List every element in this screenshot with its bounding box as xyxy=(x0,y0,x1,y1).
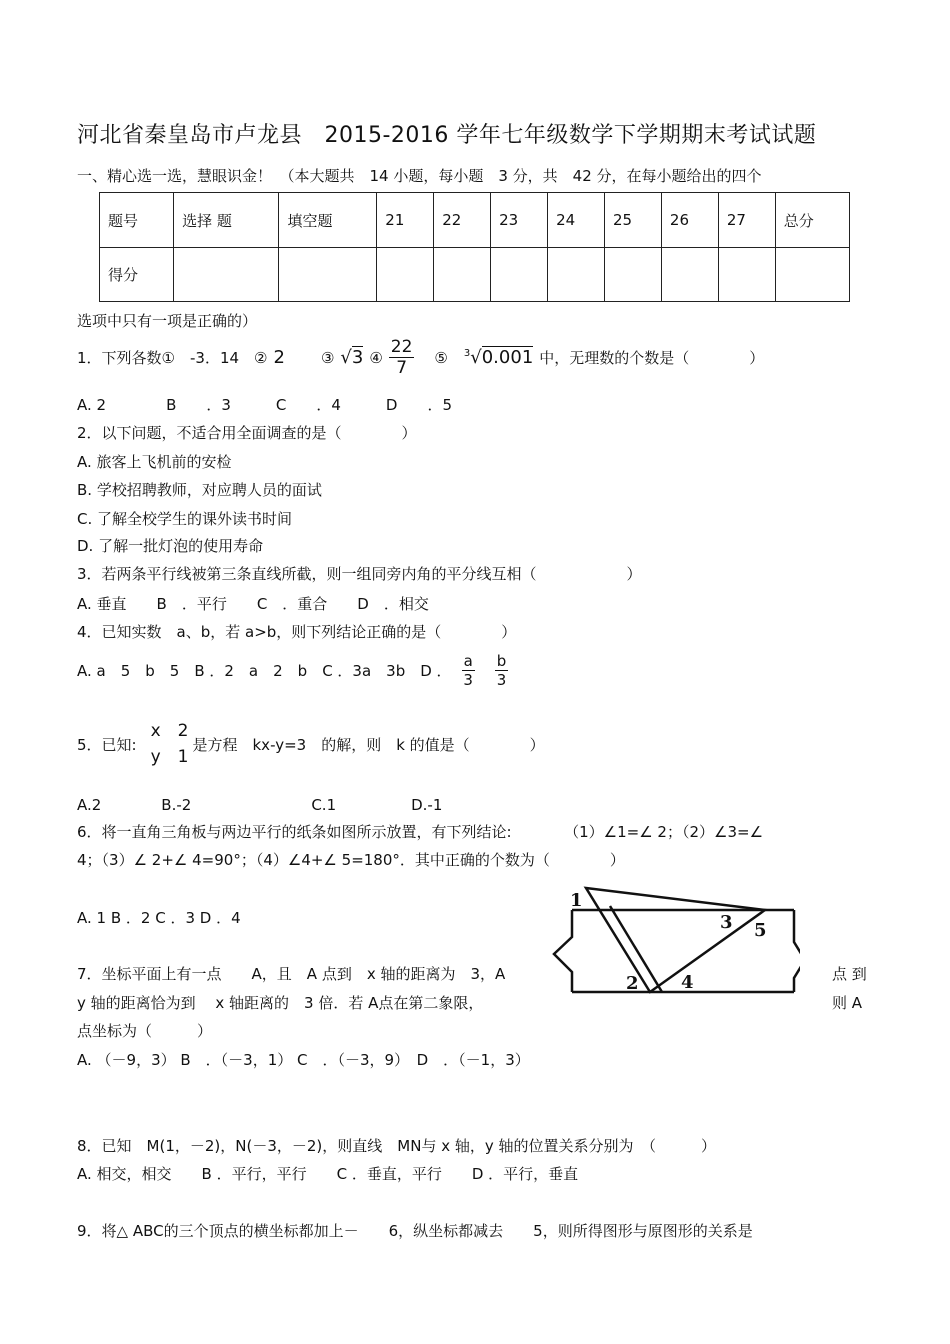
triangle-outline xyxy=(586,888,765,992)
table-cell: 题号 xyxy=(100,193,174,248)
q9-stem: 9．将△ ABC的三个顶点的横坐标都加上－ 6，纵坐标都减去 5，则所得图形与原图形的关系是 xyxy=(77,1222,753,1240)
q2-option-b: B. 学校招聘教师，对应聘人员的面试 xyxy=(77,481,322,499)
triangle-ruler xyxy=(586,888,765,992)
table-cell: 27 xyxy=(718,193,775,248)
table-cell: 选择 题 xyxy=(174,193,279,248)
score-entry-cell xyxy=(174,248,279,302)
score-entry-cell xyxy=(434,248,491,302)
score-entry-cell xyxy=(661,248,718,302)
q3-options: A. 垂直 B ．平行 C ．重合 D ．相交 xyxy=(77,595,429,613)
q7-line1a: 7．坐标平面上有一点 A，且 A 点到 x 轴的距离为 3，A xyxy=(77,965,506,983)
q1-stem-a: 1．下列各数① -3．14 ② xyxy=(77,349,268,368)
score-entry-cell xyxy=(548,248,605,302)
q1-value-2: 2 xyxy=(273,347,285,369)
radical-icon: √ xyxy=(470,347,482,369)
table-cell: 填空题 xyxy=(279,193,377,248)
table-cell: 25 xyxy=(604,193,661,248)
q5-stem-a: 5．已知: xyxy=(77,735,137,754)
q4-fraction-a xyxy=(462,652,475,689)
q2-option-c: C. 了解全校学生的课外读书时间 xyxy=(77,510,293,528)
q1-circle-3: ③ xyxy=(320,348,335,367)
q3-stem: 3．若两条平行线被第三条直线所截，则一组同旁内角的平分线互相（ ） xyxy=(77,565,642,583)
q4-options-row xyxy=(77,652,508,689)
table-cell: 得分 xyxy=(100,248,174,302)
q8-stem: 8．已知 M(1，－2)，N(－3，－2)，则直线 MN与 x 轴，y 轴的位置关系分别为 （ ） xyxy=(77,1137,717,1155)
q5-y-value: y 1 xyxy=(150,747,189,768)
q7-options: A. （－9，3） B ．（－3，1） C ．（－3，9） D ．（－1，3） xyxy=(77,1051,530,1069)
strip-left-tear xyxy=(554,910,572,992)
document-title: 河北省秦皇岛市卢龙县 2015-2016 学年七年级数学下学期期末考试试题 xyxy=(77,123,817,148)
table-cell: 22 xyxy=(434,193,491,248)
q1-cbrt-radicand: 0.001 xyxy=(481,347,534,369)
score-table-score-row xyxy=(100,248,850,302)
q7-line2b: 则 A xyxy=(832,994,863,1012)
q1-fraction-numerator: 22 xyxy=(390,337,413,357)
score-entry-cell xyxy=(377,248,434,302)
q7-line2a: y 轴的距离恰为到 x 轴距离的 3 倍．若 A点在第二象限， xyxy=(77,994,484,1012)
q4-options: A. a 5 b 5 B ．2 a 2 b C ．3a 3b D ． xyxy=(77,662,452,680)
q6-options: A. 1 B ．2 C ．3 D ．4 xyxy=(77,909,241,927)
q5-options: A.2 B.-2 C.1 D.-1 xyxy=(77,796,443,814)
figure-label-2: 2 xyxy=(626,973,639,994)
q8-options: A. 相交，相交 B ．平行，平行 C ．垂直，平行 D ．平行，垂直 xyxy=(77,1165,579,1183)
score-entry-cell xyxy=(279,248,377,302)
figure-label-4: 4 xyxy=(681,972,694,993)
table-cell: 总分 xyxy=(775,193,849,248)
q1-sqrt3-radicand: 3 xyxy=(351,347,364,369)
q1-options: A. 2 B ．3 C ．4 D ．5 xyxy=(77,396,453,414)
table-cell: 26 xyxy=(661,193,718,248)
q5-equation-system xyxy=(151,718,189,771)
q1-cbrt-index: 3 xyxy=(463,348,471,360)
table-cell: 21 xyxy=(377,193,434,248)
section1-heading: 一、精心选一选，慧眼识金！ （本大题共 14 小题，每小题 3 分，共 42 分，在每小题给出的四个 xyxy=(77,167,762,185)
q4-stem: 4．已知实数 a、b，若 a>b，则下列结论正确的是（ ） xyxy=(77,623,517,641)
q2-stem: 2．以下问题，不适合用全面调查的是（ ） xyxy=(77,424,417,442)
q7-line1b: 点 到 xyxy=(832,965,867,983)
figure-label-3: 3 xyxy=(720,912,733,933)
q6-line1: 6．将一直角三角板与两边平行的纸条如图所示放置，有下列结论: （1）∠1=∠ 2；（2）∠3=∠ xyxy=(77,823,764,841)
triangle-strip-figure xyxy=(550,882,800,997)
q4-fraction-a-numerator: a xyxy=(463,652,473,670)
q1-fraction xyxy=(389,337,415,379)
q1-stem-b: 中，无理数的个数是（ ） xyxy=(539,349,765,368)
q4-fraction-b-numerator: b xyxy=(496,652,507,670)
q4-fraction-b-denominator: 3 xyxy=(496,671,507,689)
q2-option-a: A. 旅客上飞机前的安检 xyxy=(77,453,232,471)
q2-option-d: D. 了解一批灯泡的使用寿命 xyxy=(77,537,264,555)
q4-fraction-b xyxy=(495,652,509,689)
score-table-header-row xyxy=(100,193,850,248)
strip-right-tear xyxy=(794,910,800,992)
q7-line3: 点坐标为（ ） xyxy=(77,1022,213,1040)
q5-stem-b: 是方程 kx-y=3 的解，则 k 的值是（ ） xyxy=(192,735,545,754)
question-1 xyxy=(77,337,764,379)
q1-circle-5: ⑤ xyxy=(434,348,448,367)
table-cell: 24 xyxy=(548,193,605,248)
q4-fraction-a-denominator: 3 xyxy=(463,671,473,689)
radical-icon: √ xyxy=(340,347,352,369)
q5-x-value: x 2 xyxy=(150,721,189,741)
q6-line2: 4；（3）∠ 2+∠ 4=90°；（4）∠4+∠ 5=180°．其中正确的个数为（ ） xyxy=(77,851,625,869)
score-entry-cell xyxy=(604,248,661,302)
q1-sqrt3 xyxy=(340,347,363,368)
score-entry-cell xyxy=(775,248,849,302)
q1-circle-4: ④ xyxy=(369,348,383,367)
table-cell: 23 xyxy=(491,193,548,248)
score-entry-cell xyxy=(718,248,775,302)
question-5 xyxy=(77,718,545,771)
score-table xyxy=(99,192,850,302)
q1-fraction-denominator: 7 xyxy=(396,358,408,379)
score-entry-cell xyxy=(491,248,548,302)
figure-label-5: 5 xyxy=(754,920,767,941)
section1-heading-cont: 选项中只有一项是正确的） xyxy=(77,312,258,330)
figure-label-1: 1 xyxy=(570,890,583,911)
q1-cbrt xyxy=(464,347,533,368)
